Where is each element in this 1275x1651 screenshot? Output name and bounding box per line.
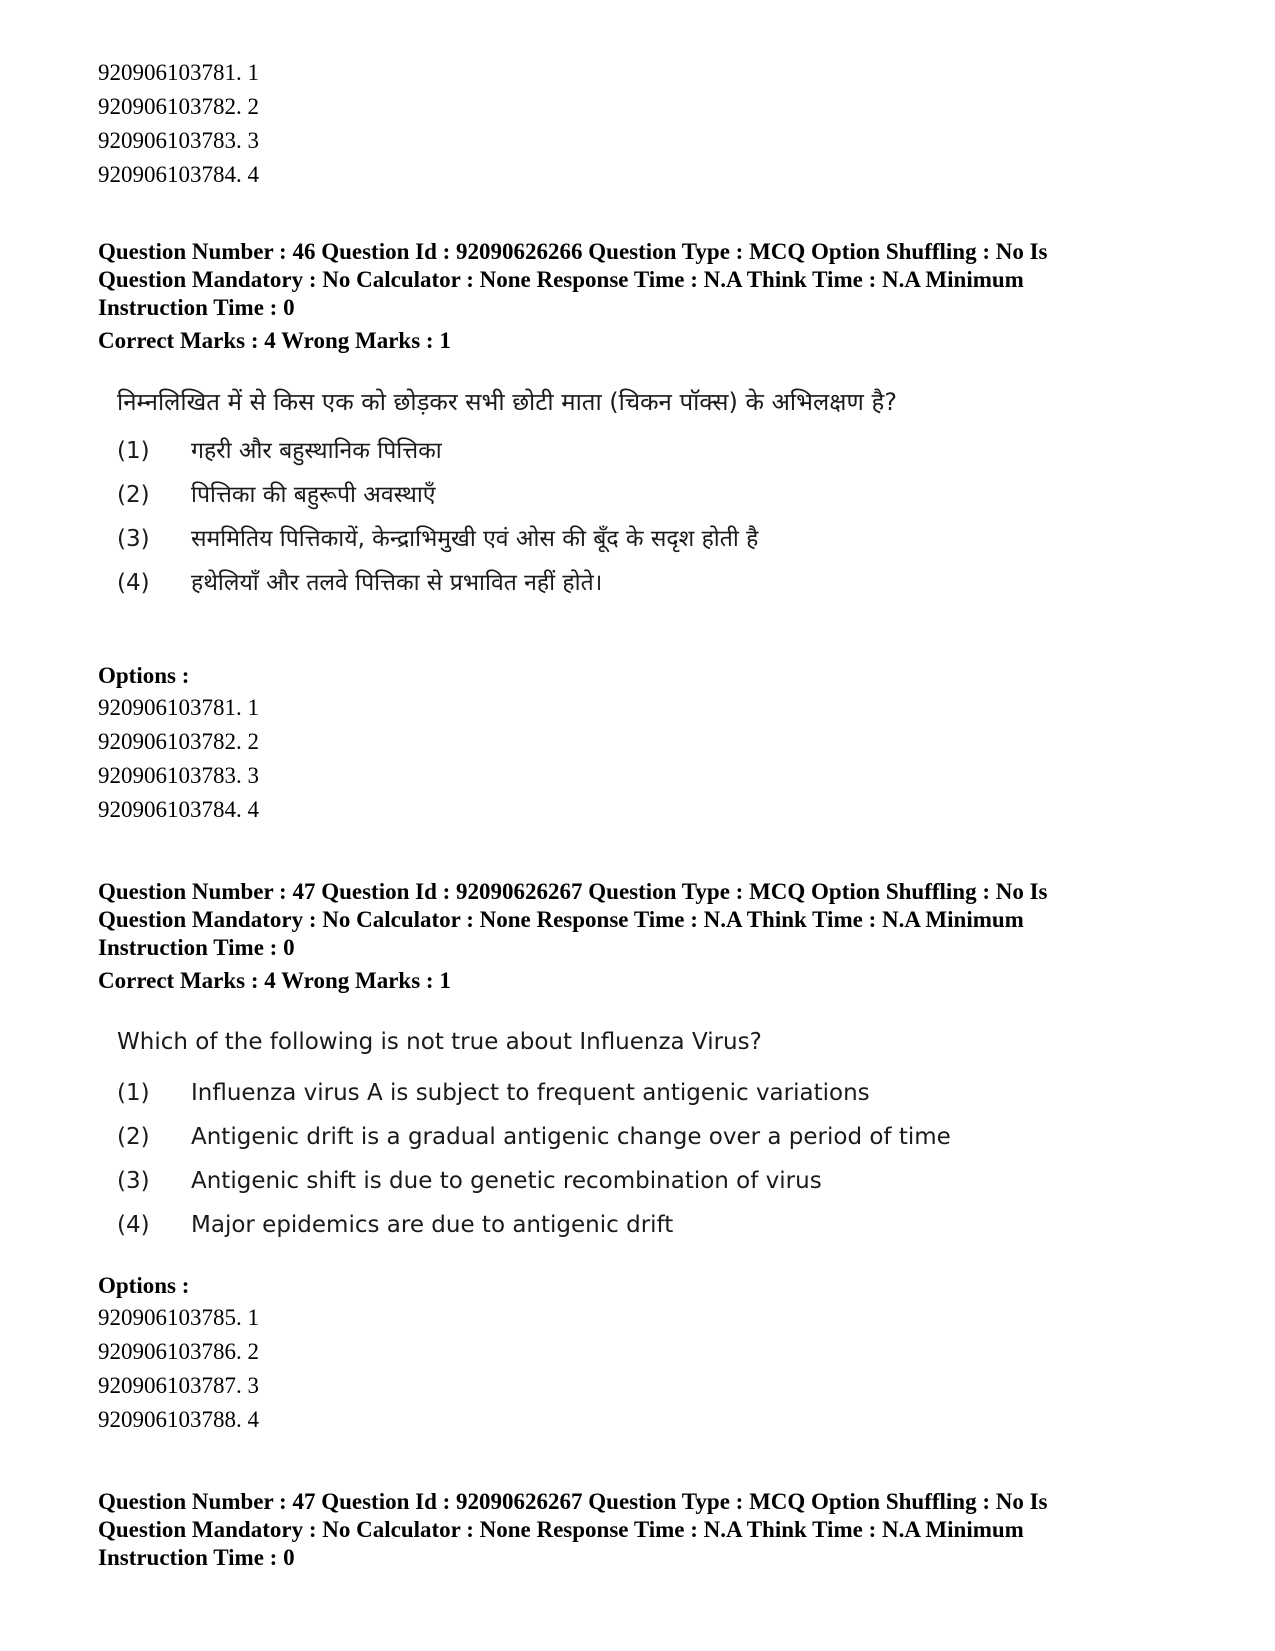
choice-text: पित्तिका की बहुरूपी अवस्थाएँ xyxy=(191,482,436,508)
question-stem: Which of the following is not true about Influenza Virus? xyxy=(117,1029,762,1055)
choice-number: (3) xyxy=(117,526,150,552)
answer-choice xyxy=(117,1203,1167,1247)
answer-choice xyxy=(117,1159,1167,1203)
question-46-header xyxy=(98,238,1218,355)
option-line: 920906103788. 4 xyxy=(98,1407,259,1432)
option-line: 920906103786. 2 xyxy=(98,1339,259,1364)
choice-number: (1) xyxy=(117,1080,150,1106)
choice-text: Influenza virus A is subject to frequent antigenic variations xyxy=(191,1080,870,1106)
option-line: 920906103787. 3 xyxy=(98,1373,259,1398)
answer-choice xyxy=(117,561,1167,605)
meta-line: Question Mandatory : No Calculator : None Response Time : N.A Think Time : N.A Minimum xyxy=(98,907,1024,932)
question-marks: Correct Marks : 4 Wrong Marks : 1 xyxy=(98,328,451,353)
question-47-options xyxy=(98,1271,1218,1437)
answer-choice xyxy=(117,429,1167,473)
meta-line: Question Mandatory : No Calculator : None Response Time : N.A Think Time : N.A Minimum xyxy=(98,1517,1024,1542)
question-meta xyxy=(98,1488,1218,1572)
previous-question-options xyxy=(98,56,1218,192)
meta-line: Instruction Time : 0 xyxy=(98,295,295,320)
meta-line: Question Number : 47 Question Id : 92090626267 Question Type : MCQ Option Shuffling : No Is xyxy=(98,1489,1048,1514)
meta-line: Question Number : 46 Question Id : 92090626266 Question Type : MCQ Option Shuffling : No Is xyxy=(98,239,1048,264)
choice-text: Antigenic shift is due to genetic recombination of virus xyxy=(191,1168,822,1194)
choice-number: (4) xyxy=(117,570,150,596)
question-marks: Correct Marks : 4 Wrong Marks : 1 xyxy=(98,968,451,993)
option-line: 920906103785. 1 xyxy=(98,1305,259,1330)
meta-line: Question Mandatory : No Calculator : None Response Time : N.A Think Time : N.A Minimum xyxy=(98,267,1024,292)
option-line: 920906103783. 3 xyxy=(98,763,259,788)
choice-number: (2) xyxy=(117,482,150,508)
question-stem: निम्नलिखित में से किस एक को छोड़कर सभी छोटी माता (चिकन पॉक्स) के अभिलक्षण है? xyxy=(117,388,897,416)
answer-choice xyxy=(117,517,1167,561)
choice-number: (2) xyxy=(117,1124,150,1150)
choice-text: गहरी और बहुस्थानिक पित्तिका xyxy=(191,438,442,464)
meta-line: Instruction Time : 0 xyxy=(98,1545,295,1570)
choice-number: (3) xyxy=(117,1168,150,1194)
question-47-repeat-header xyxy=(98,1488,1218,1572)
choice-number: (4) xyxy=(117,1212,150,1238)
question-46-body xyxy=(117,385,1167,605)
question-47-header xyxy=(98,878,1218,995)
meta-line: Instruction Time : 0 xyxy=(98,935,295,960)
answer-choice xyxy=(117,1071,1167,1115)
answer-choice xyxy=(117,1115,1167,1159)
option-line: 920906103784. 4 xyxy=(98,162,259,187)
options-label: Options : xyxy=(98,663,190,688)
options-label: Options : xyxy=(98,1273,190,1298)
question-meta xyxy=(98,238,1218,322)
option-line: 920906103781. 1 xyxy=(98,60,259,85)
choice-text: सममितिय पित्तिकायें, केन्द्राभिमुखी एवं ओस की बूँद के सदृश होती है xyxy=(191,526,759,552)
meta-line: Question Number : 47 Question Id : 92090626267 Question Type : MCQ Option Shuffling : No Is xyxy=(98,879,1048,904)
option-line: 920906103784. 4 xyxy=(98,797,259,822)
option-line: 920906103781. 1 xyxy=(98,695,259,720)
choice-number: (1) xyxy=(117,438,150,464)
option-line: 920906103782. 2 xyxy=(98,94,259,119)
question-47-body xyxy=(117,1025,1167,1247)
question-46-options xyxy=(98,661,1218,827)
choice-text: Antigenic drift is a gradual antigenic change over a period of time xyxy=(191,1124,951,1150)
choice-text: Major epidemics are due to antigenic drift xyxy=(191,1212,674,1238)
answer-choice xyxy=(117,473,1167,517)
option-line: 920906103782. 2 xyxy=(98,729,259,754)
choice-text: हथेलियाँ और तलवे पित्तिका से प्रभावित नहीं होते। xyxy=(191,570,603,596)
option-line: 920906103783. 3 xyxy=(98,128,259,153)
question-meta xyxy=(98,878,1218,962)
